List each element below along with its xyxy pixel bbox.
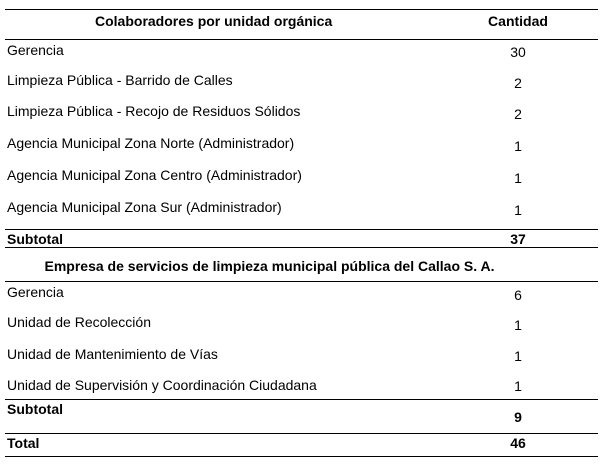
table-top-rule [5,9,598,10]
subtotal-label: Subtotal [7,401,63,417]
table-row-qty: 2 [514,75,522,91]
table-row-label: Limpieza Pública - Barrido de Calles [7,72,233,88]
table-row-qty: 1 [514,317,522,333]
subtotal-value: 9 [514,409,522,425]
table-row-qty: 1 [514,138,522,154]
table-bottom-rule [5,456,598,457]
table-row-label: Gerencia [7,42,64,58]
section-title: Empresa de servicios de limpieza municipal pública del Callao S. A. [44,258,495,274]
table-row-label: Agencia Municipal Zona Norte (Administrador) [7,135,295,151]
table-row-label: Unidad de Mantenimiento de Vías [7,346,218,362]
subtotal-rule [5,399,598,400]
table-row-qty: 1 [514,202,522,218]
table-row-qty: 1 [514,170,522,186]
header-rule [5,39,598,40]
total-label: Total [7,435,40,451]
table-row-qty: 6 [514,287,522,303]
section-title-rule [5,281,598,282]
header-unit-label: Colaboradores por unidad orgánica [95,13,333,29]
table-row-label: Limpieza Pública - Recojo de Residuos Sólidos [7,103,301,119]
table-row-label: Unidad de Recolección [7,314,151,330]
header-qty-label: Cantidad [488,13,548,29]
table-row-qty: 1 [514,348,522,364]
subtotal-rule [5,229,598,230]
total-value: 46 [510,435,526,451]
table-row-qty: 1 [514,378,522,394]
table-row-qty: 30 [510,44,526,60]
subtotal-value: 37 [510,231,526,247]
table-row-label: Unidad de Supervisión y Coordinación Ciudadana [7,377,317,393]
subtotal-bottom-rule [5,433,598,434]
subtotal-bottom-rule [5,247,598,248]
table-row-label: Agencia Municipal Zona Centro (Administrador) [7,167,302,183]
subtotal-label: Subtotal [7,231,63,247]
table-row-label: Gerencia [7,284,64,300]
table-row-label: Agencia Municipal Zona Sur (Administrador) [7,199,282,215]
table-row-qty: 2 [514,106,522,122]
